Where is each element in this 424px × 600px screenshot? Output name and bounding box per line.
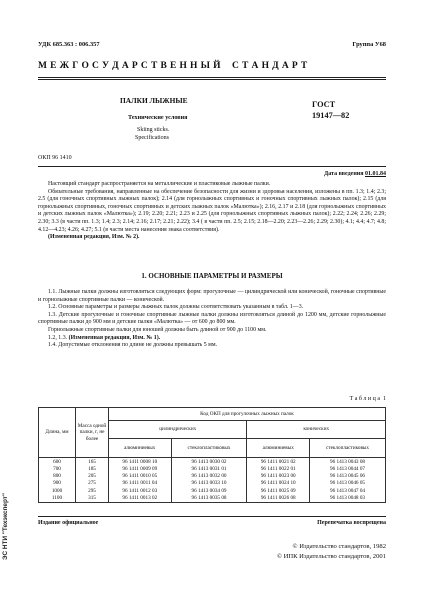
header-con-aluminum: алюминиевых bbox=[247, 439, 310, 458]
cell-code: 96 1411 0010 05 bbox=[109, 473, 172, 480]
cell-code: 96 1411 0013 02 bbox=[109, 494, 172, 502]
cell-length: 900 bbox=[39, 480, 76, 487]
header-cyl-aluminum: алюминиевых bbox=[109, 439, 172, 458]
intro-paragraph-1: Настоящий стандарт распространяется на металлические и пластиковые лыжные палки. bbox=[48, 181, 271, 187]
introduction-date bbox=[220, 171, 386, 177]
cell-length: 1000 bbox=[39, 487, 76, 494]
header-okp: Код ОКП для прогулочных лыжных палок bbox=[109, 408, 386, 421]
banner-rule-bottom bbox=[38, 79, 386, 80]
amendment-text: (Измененная редакция, Изм. № 1). bbox=[68, 334, 161, 341]
cell-mass: 295 bbox=[76, 487, 109, 494]
cell-code: 96 1411 0012 03 bbox=[109, 487, 172, 494]
cell-code: 96 1411 0009 09 bbox=[109, 465, 172, 472]
introduction-date-label: Дата введения bbox=[324, 171, 365, 177]
cell-code: 96 1411 0011 04 bbox=[109, 480, 172, 487]
cell-code: 96 1411 0025 09 bbox=[247, 487, 310, 494]
intro-amendment-note: (Измененная редакция, Изм. № 2). bbox=[48, 234, 140, 241]
gost-number: 19147—82 bbox=[312, 111, 350, 120]
amendment-clauses: 1.2, 1.3. bbox=[48, 334, 69, 341]
cell-code: 96 1413 0035 08 bbox=[171, 494, 247, 502]
table-row bbox=[39, 494, 386, 502]
standard-banner: М Е Ж Г О С У Д А Р С Т В Е Н Н Ы Й С Т А Н Д А Р Т bbox=[38, 61, 308, 71]
table-1 bbox=[38, 407, 386, 503]
cell-code: 96 1413 0034 09 bbox=[171, 487, 247, 494]
okp-code: ОКП 96 1410 bbox=[38, 155, 72, 161]
header-cyl-glass: стеклопластиковых bbox=[171, 439, 247, 458]
header-cylindrical: цилиндрических bbox=[109, 420, 247, 439]
table-row bbox=[39, 480, 386, 487]
cell-code: 96 1413 0044 07 bbox=[310, 465, 386, 472]
cell-code: 96 1413 0046 05 bbox=[310, 480, 386, 487]
english-title-line2: Specifications bbox=[135, 135, 169, 141]
document-title: ПАЛКИ ЛЫЖНЫЕ bbox=[120, 96, 188, 105]
introduction-date-value: 01.01.84 bbox=[365, 171, 386, 177]
clause-1-2: 1.2. Основные параметры и размеры лыжных палок должны соответствовать указанным в табл. 1—3. bbox=[48, 304, 304, 311]
intro-paragraph-2: Обязательные требования, направленные на обеспечение безопасности для жизни и здоровья населения, изложены в пп. 1.3; 1.4; 2.3; 2.5 (для гоночных спортивных лыжных палок); 2.14 (для горнолыжных спортивных и гоночных спортивных лыжных палок); 2.15 (для горнолыжных спортивных, гоночных спортивных и детских лыжных палок «Малютка»); 2.16, 2.17 и 2.18 (для горнолыжных спортивных и детских лыжных палок «Малютка»); 2.19; 2.20; 2.21; 2.23 и 2.25 (для горнолыжных спортивных лыжных палок); 2.22; 2.24; 2.26; 2.29; 2.30; 3.3 (в части пп. 1.3; 1.4; 2.3; 2.14; 2.16; 2.17; 2.21; 2.22); 3.4 ( в части пп. 2.5; 2.15; 2.18—2.20; 2.23—2.26; 2.29; 2.30); 4.1; 4.4; 4.7; 4.8; 4.12—4.23; 4.26; 4.27; 5.1 (в части места нанесения знака соответствия). bbox=[38, 188, 386, 233]
cell-mass: 165 bbox=[76, 458, 109, 466]
footer-divider bbox=[38, 516, 386, 517]
cell-code: 96 1411 0023 00 bbox=[247, 473, 310, 480]
header-conical: конических bbox=[247, 420, 386, 439]
cell-mass: 315 bbox=[76, 494, 109, 502]
header-con-glass: стеклопластиковых bbox=[310, 439, 386, 458]
cell-code: 96 1411 0026 08 bbox=[247, 494, 310, 502]
document-subtitle: Технические условия bbox=[128, 114, 188, 121]
udk-code: УДК 685.363 : 006.357 bbox=[38, 41, 100, 48]
cell-code: 96 1413 0047 04 bbox=[310, 487, 386, 494]
cell-length: 600 bbox=[39, 458, 76, 466]
clause-1-1: 1.1. Лыжные палки должны изготовляться следующих форм: прогулочные — цилиндрической или конической, гоночные спортивные и горнолыжные спортивные палки — конической. bbox=[38, 289, 386, 303]
group-code: Группа У68 bbox=[352, 41, 386, 48]
header-length: Длина, мм bbox=[39, 408, 76, 458]
table-row bbox=[39, 465, 386, 472]
title-divider bbox=[38, 166, 386, 167]
reprint-prohibited: Перепечатка воспрещена bbox=[317, 520, 386, 526]
cell-code: 96 1413 0032 00 bbox=[171, 473, 247, 480]
cell-length: 700 bbox=[39, 465, 76, 472]
section-1-body bbox=[38, 289, 386, 350]
copyright-1982: © Издательство стандартов, 1982 bbox=[292, 543, 386, 550]
official-edition: Издание официальное bbox=[38, 520, 99, 526]
section-1-heading: 1. ОСНОВНЫЕ ПАРАМЕТРЫ И РАЗМЕРЫ bbox=[141, 272, 283, 280]
clause-1-3: 1.3. Детские прогулочные и гоночные спортивные лыжные палки должны изготовляться длиной до 1200 мм, детские горнолыжные спортивные палки до 900 мм и детские палки «Малютка» — от 600 до 800 мм. bbox=[38, 311, 386, 326]
cell-code: 96 1411 0008 10 bbox=[109, 458, 172, 466]
cell-mass: 205 bbox=[76, 473, 109, 480]
cell-code: 96 1413 0043 08 bbox=[310, 458, 386, 466]
table-row bbox=[39, 458, 386, 466]
cell-code: 96 1413 0048 03 bbox=[310, 494, 386, 502]
table-row bbox=[39, 487, 386, 494]
gost-label: ГОСТ bbox=[312, 100, 336, 109]
cell-code: 96 1413 0033 10 bbox=[171, 480, 247, 487]
table-row bbox=[39, 473, 386, 480]
cell-code: 96 1413 0045 06 bbox=[310, 473, 386, 480]
cell-code: 96 1413 0030 02 bbox=[171, 458, 247, 466]
english-title-line1: Skiing sticks. bbox=[137, 127, 170, 133]
cell-length: 1100 bbox=[39, 494, 76, 502]
header-mass: Масса одной палки, г, не более bbox=[76, 408, 109, 458]
intro-block bbox=[38, 181, 386, 242]
cell-mass: 275 bbox=[76, 480, 109, 487]
cell-code: 96 1413 0031 01 bbox=[171, 465, 247, 472]
cell-length: 800 bbox=[39, 473, 76, 480]
clause-amendment-note bbox=[38, 335, 386, 343]
side-stamp: ЭС НТИ "Техэксперт" bbox=[2, 493, 9, 560]
cell-code: 96 1411 0021 02 bbox=[247, 458, 310, 466]
clause-1-3-youth: Горнолыжные спортивные палки для юношей должны быть длиной от 900 до 1100 мм. bbox=[48, 326, 267, 333]
cell-mass: 185 bbox=[76, 465, 109, 472]
cell-code: 96 1411 0024 10 bbox=[247, 480, 310, 487]
banner-rule-top bbox=[38, 77, 386, 78]
table-caption: Т а б л и ц а 1 bbox=[349, 396, 386, 402]
copyright-2001: © ИПК Издательство стандартов, 2001 bbox=[276, 553, 386, 560]
clause-1-4: 1.4. Допустимые отклонения по длине не должны превышать 5 мм. bbox=[48, 342, 218, 349]
cell-code: 96 1411 0022 01 bbox=[247, 465, 310, 472]
